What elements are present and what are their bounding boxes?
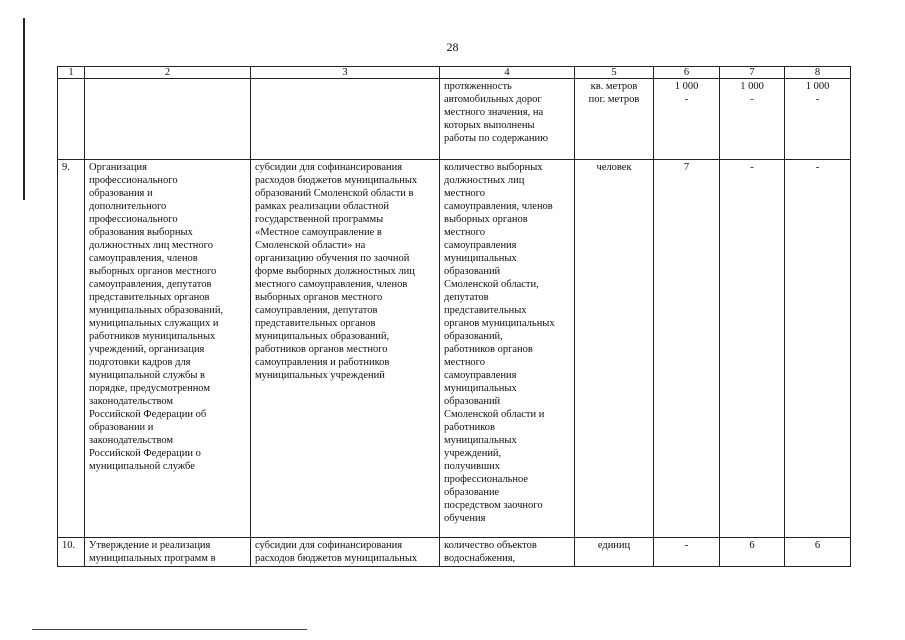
value-cell: 1 000 -	[785, 79, 851, 160]
header-cell: 1	[58, 67, 85, 79]
table-cell	[251, 79, 440, 160]
table-cell	[85, 79, 251, 160]
header-cell: 5	[575, 67, 654, 79]
indicator-cell: количество объектов водоснабжения,	[440, 538, 575, 567]
value-cell: 1 000 -	[720, 79, 785, 160]
table-row	[58, 160, 851, 538]
table-row	[58, 538, 851, 567]
unit-cell: человек	[575, 160, 654, 538]
header-cell: 8	[785, 67, 851, 79]
funding-cell: субсидии для софинансирования расходов бюджетов муниципальных образований Смоленской области в рамках реализации областной государственной программы «Местное самоуправление в Смоленской области» на организацию обучения по заочной форме выборных должностных лиц местного самоуправления, членов выборных органов местного самоуправления, депутатов представительных органов муниципальных образований, работников органов местного самоуправления и работников муниципальных учреждений	[251, 160, 440, 538]
table-header-row	[58, 67, 851, 79]
value-cell: 6	[720, 538, 785, 567]
document-table	[57, 66, 851, 567]
activity-cell: Утверждение и реализация муниципальных программ в	[85, 538, 251, 567]
indicator-cell: протяженность автомобильных дорог местного значения, на которых выполнены работы по содержанию	[440, 79, 575, 160]
value-cell: 6	[785, 538, 851, 567]
page-number: 28	[446, 40, 459, 54]
unit-cell: кв. метров пог. метров	[575, 79, 654, 160]
header-cell: 2	[85, 67, 251, 79]
funding-cell: субсидии для софинансирования расходов бюджетов муниципальных	[251, 538, 440, 567]
footnote-separator	[32, 629, 307, 630]
unit-cell: единиц	[575, 538, 654, 567]
header-cell: 6	[654, 67, 720, 79]
activity-cell: Организация профессионального образования и дополнительного профессионального образования выборных должностных лиц местного самоуправления, членов выборных органов местного самоуправления, депутатов представительных органов муниципальных образований, муниципальных служащих и работников муниципальных учреждений, организация подготовки кадров для муниципальной службы в порядке, предусмотренном законодательством Российской Федерации об образовании и законодательством Российской Федерации о муниципальной службе	[85, 160, 251, 538]
row-number: 9.	[58, 160, 85, 538]
row-number: 10.	[58, 538, 85, 567]
header-cell: 7	[720, 67, 785, 79]
value-cell: 7	[654, 160, 720, 538]
value-cell: -	[785, 160, 851, 538]
value-cell: -	[654, 538, 720, 567]
indicator-cell: количество выборных должностных лиц местного самоуправления, членов выборных органов местного самоуправления муниципальных образований Смоленской области, депутатов представительных органов муниципальных образований, работников органов местного самоуправления муниципальных образований Смоленской области и работников муниципальных учреждений, получивших профессиональное образование посредством заочного обучения	[440, 160, 575, 538]
table-cell	[58, 79, 85, 160]
header-cell: 3	[251, 67, 440, 79]
header-cell: 4	[440, 67, 575, 79]
table-row	[58, 79, 851, 160]
value-cell: 1 000 -	[654, 79, 720, 160]
value-cell: -	[720, 160, 785, 538]
